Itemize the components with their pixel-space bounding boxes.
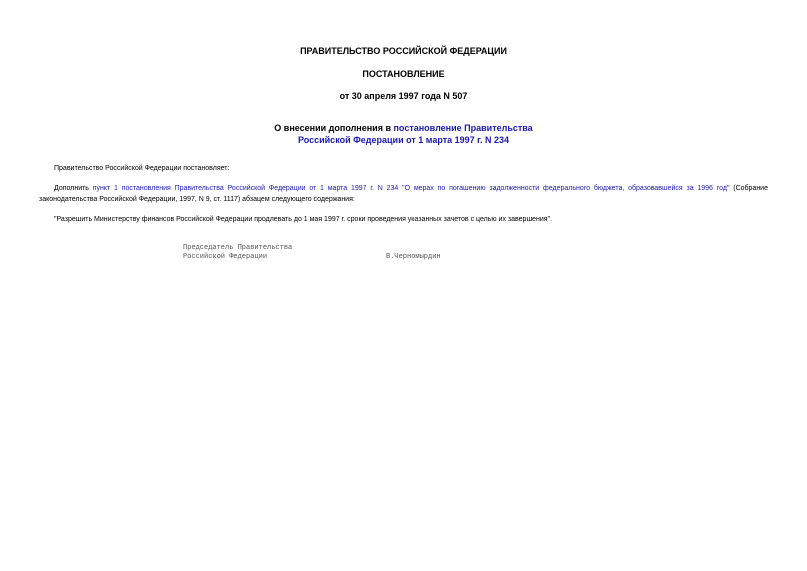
paragraph-quote: "Разрешить Министерству финансов Российской Федерации продлевать до 1 мая 1997 г. сроки проведения указанных зачетов с целью их завершения".: [54, 216, 552, 223]
title-link-line1[interactable]: постановление Правительства: [393, 123, 533, 133]
title-prefix: О внесении дополнения в: [274, 123, 394, 133]
paragraph-preamble: Правительство Российской Федерации постановляет:: [54, 165, 230, 172]
signature-name: В.Черномырдин: [386, 253, 441, 261]
amendment-start: Дополнить: [54, 185, 93, 192]
signature-position-line2: Российской Федерации: [183, 253, 268, 261]
document-date-number: от 30 апреля 1997 года N 507: [339, 91, 468, 101]
signature-position-line1: Председатель Правительства: [183, 244, 293, 252]
amendment-end: (Собрание законодательства Российской Федерации, 1997, N 9, ст. 1117) абзацем следующего содержания:: [39, 185, 768, 203]
issuing-body: ПРАВИТЕЛЬСТВО РОССИЙСКОЙ ФЕДЕРАЦИИ: [300, 46, 507, 56]
document-type: ПОСТАНОВЛЕНИЕ: [362, 69, 445, 79]
title-link-line2[interactable]: Российской Федерации от 1 марта 1997 г. N 234: [297, 135, 510, 145]
document-title: [0, 122, 807, 146]
paragraph-amendment: [39, 183, 768, 205]
amendment-reference-link[interactable]: пункт 1 постановления Правительства Российской Федерации от 1 марта 1997 г. N 234 "О мерах по погашению задолженности федерального бюджета, образовавшейся за 1996 год": [92, 185, 730, 192]
